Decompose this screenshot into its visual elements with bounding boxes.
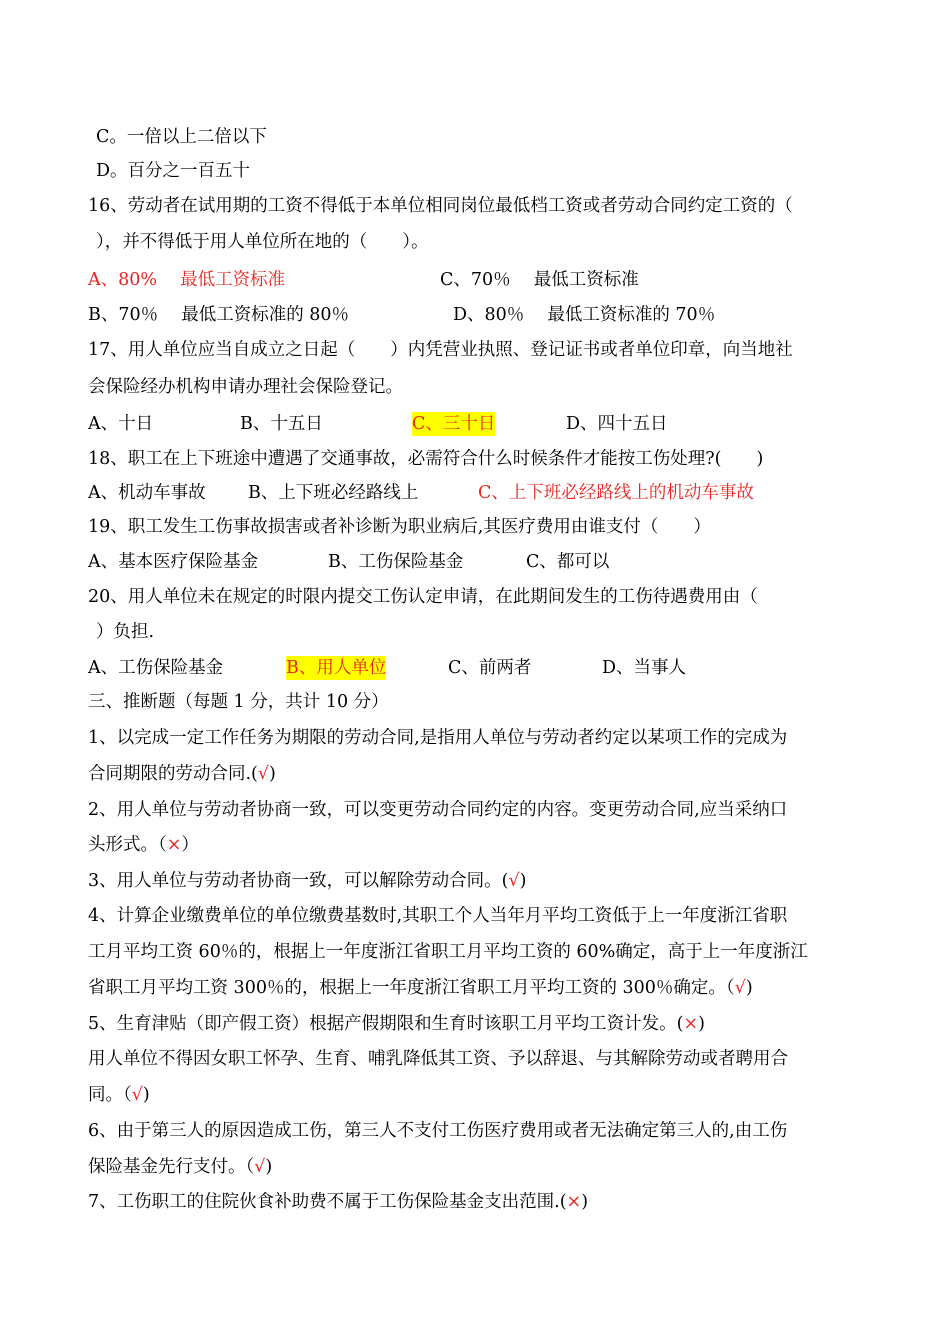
q19-option-b: B、工伤保险基金 [328, 552, 464, 572]
q20-option-b: B、用人单位 [286, 658, 387, 678]
judgement-5b-text: 同。（ [88, 1085, 132, 1105]
judgement-7 [88, 1190, 868, 1214]
judgement-2-close: ） [181, 835, 199, 855]
judgement-2-line-1: 2、用人单位与劳动者协商一致，可以变更劳动合同约定的内容。变更劳动合同,应当采纳口 [88, 800, 788, 820]
check-mark: √ [508, 871, 520, 891]
check-mark: √ [734, 978, 746, 998]
question-18: 18、职工在上下班途中遭遇了交通事故，必需符合什么时候条件才能按工伤处理?( ) [88, 449, 764, 469]
judgement-6-line-1: 6、由于第三人的原因造成工伤，第三人不支付工伤医疗费用或者无法确定第三人的,由工伤 [88, 1121, 788, 1141]
judgement-2-line-2 [88, 833, 868, 857]
cross-mark: × [683, 1014, 699, 1034]
section-3-heading: 三、推断题（每题 1 分，共计 10 分） [88, 692, 389, 712]
judgement-4-line-1: 4、计算企业缴费单位的单位缴费基数时,其职工个人当年月平均工资低于上一年度浙江省职 [88, 906, 788, 926]
judgement-5-close: ) [698, 1014, 705, 1034]
judgement-3-close: ) [519, 871, 527, 891]
option-d-prev: D。百分之一百五十 [96, 161, 251, 181]
judgement-3-text: 3、用人单位与劳动者协商一致，可以解除劳动合同。( [88, 871, 509, 891]
judgement-5-text: 5、生育津贴（即产假工资）根据产假期限和生育时该职工月平均工资计发。( [88, 1014, 684, 1034]
judgement-1-line-2 [88, 762, 868, 786]
q16-option-d: D、80％ 最低工资标准的 70％ [453, 305, 716, 325]
q20-option-a: A、工伤保险基金 [88, 658, 224, 678]
judgement-6-line-2 [88, 1155, 868, 1179]
q17-option-c: C、三十日 [412, 414, 496, 434]
q16-option-c: C、70％ 最低工资标准 [440, 270, 639, 290]
judgement-5 [88, 1012, 868, 1036]
option-c-prev: C。一倍以上二倍以下 [96, 127, 267, 147]
question-20-line-1: 20、用人单位未在规定的时限内提交工伤认定申请，在此期间发生的工伤待遇费用由（ [88, 587, 758, 607]
q16-option-b: B、70％ 最低工资标准的 80％ [88, 305, 350, 325]
check-mark: √ [254, 1157, 266, 1177]
judgement-7-close: ) [581, 1192, 589, 1212]
judgement-4-line-3 [88, 976, 868, 1000]
check-mark: √ [257, 764, 270, 784]
q19-option-a: A、基本医疗保险基金 [88, 552, 259, 572]
judgement-5b-line-1: 用人单位不得因女职工怀孕、生育、哺乳降低其工资、予以辞退、与其解除劳动或者聘用合 [88, 1049, 788, 1069]
cross-mark: × [566, 1192, 582, 1212]
question-16-line-2: ），并不得低于用人单位所在地的（ ）。 [96, 232, 429, 252]
judgement-1-text: 合同期限的劳动合同.( [88, 764, 258, 784]
judgement-4-text: 省职工月平均工资 300％的，根据上一年度浙江省职工月平均工资的 300％确定。（ [88, 978, 735, 998]
question-20-line-2: ）负担. [96, 622, 155, 642]
judgement-5b-line-2 [88, 1083, 868, 1107]
q17-option-a: A、十日 [88, 414, 154, 434]
question-17-line-1: 17、用人单位应当自成立之日起（ ）内凭营业执照、登记证书或者单位印章，向当地社 [88, 340, 793, 360]
q20-option-d: D、当事人 [602, 658, 687, 678]
check-mark: √ [131, 1085, 143, 1105]
judgement-6-close: ) [265, 1157, 273, 1177]
q17-option-b: B、十五日 [240, 414, 323, 434]
question-19: 19、职工发生工伤事故损害或者补诊断为职业病后,其医疗费用由谁支付（ ） [88, 517, 711, 537]
q18-option-a: A、机动车事故 [88, 483, 206, 503]
q20-option-c: C、前两者 [448, 658, 532, 678]
q18-option-c: C、上下班必经路线上的机动车事故 [478, 483, 754, 503]
question-17-line-2: 会保险经办机构申请办理社会保险登记。 [88, 377, 403, 397]
judgement-5b-close: ) [142, 1085, 150, 1105]
judgement-7-text: 7、工伤职工的住院伙食补助费不属于工伤保险基金支出范围.( [88, 1192, 567, 1212]
cross-mark: × [166, 835, 182, 855]
question-16-line-1: 16、劳动者在试用期的工资不得低于本单位相同岗位最低档工资或者劳动合同约定工资的（ [88, 196, 793, 216]
judgement-1-line-1: 1、以完成一定工作任务为期限的劳动合同,是指用人单位与劳动者约定以某项工作的完成为 [88, 728, 788, 748]
q18-option-b: B、上下班必经路线上 [248, 483, 419, 503]
judgement-4-close: ) [745, 978, 753, 998]
q16-option-a: A、80% 最低工资标准 [88, 270, 286, 290]
judgement-3 [88, 869, 868, 893]
judgement-1-close: ) [269, 764, 276, 784]
judgement-4-line-2: 工月平均工资 60％的，根据上一年度浙江省职工月平均工资的 60%确定，高于上一年度浙江 [88, 942, 808, 962]
q17-option-d: D、四十五日 [566, 414, 668, 434]
judgement-2-text: 头形式。（ [88, 835, 167, 855]
judgement-6-text: 保险基金先行支付。（ [88, 1157, 255, 1177]
q19-option-c: C、都可以 [526, 552, 610, 572]
